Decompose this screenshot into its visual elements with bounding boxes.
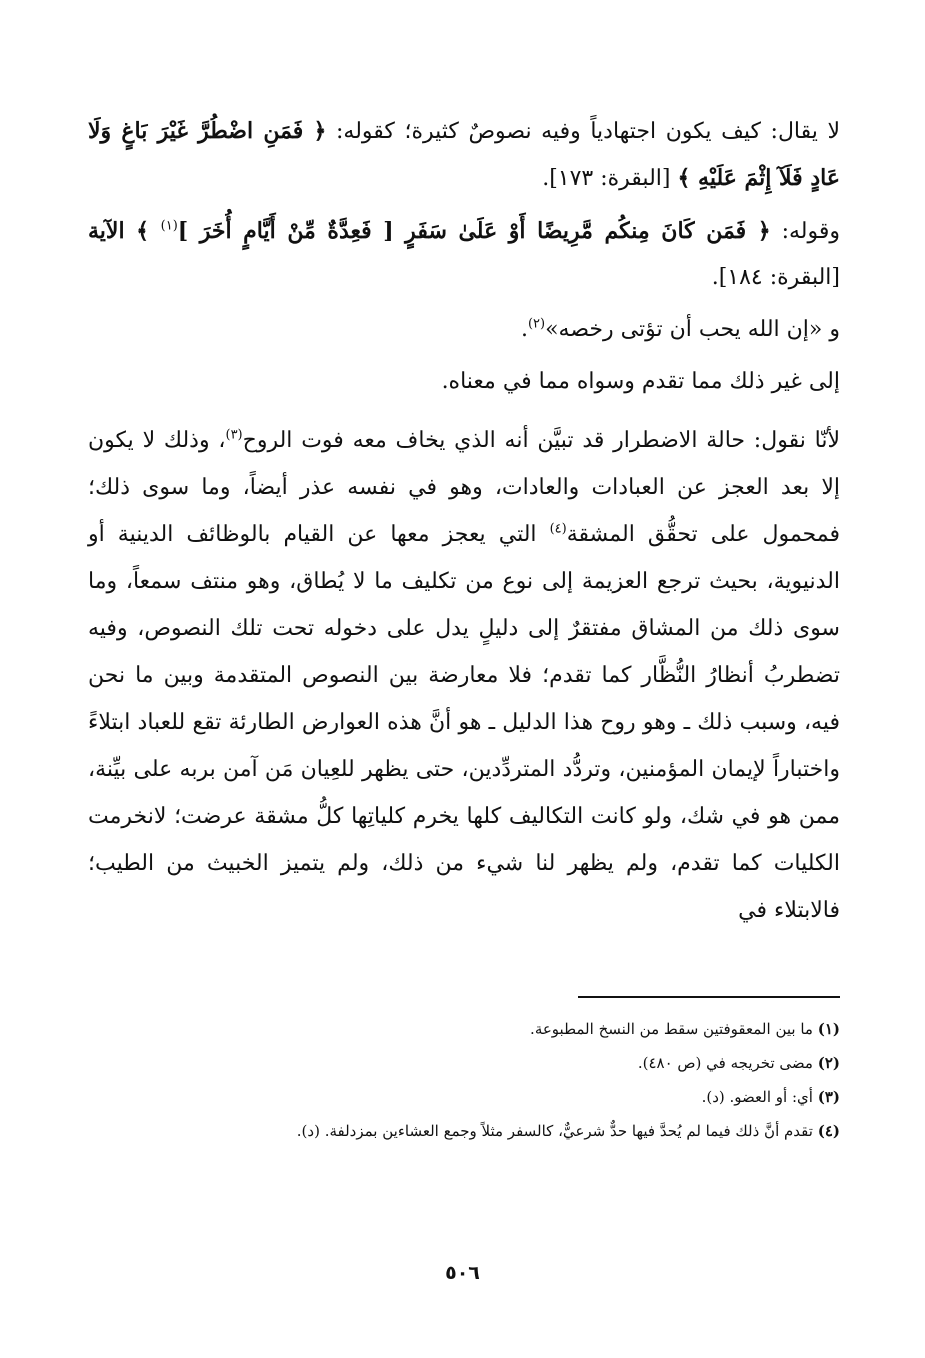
footnote-number: (١) xyxy=(817,1020,840,1038)
hadith-text: و «إن الله يحب أن تؤتى رخصه» xyxy=(545,317,840,342)
quran-verse-baqarah-173: ﴿ فَمَنِ اضْطُرَّ غَيْرَ بَاغٍ وَلَا عَادٍ فَلَآ إِثْمَ عَلَيْهِ ﴾ xyxy=(88,118,840,191)
objection-intro: لا يقال: كيف يكون اجتهادياً وفيه نصوصٌ كثيرة؛ كقوله: xyxy=(326,119,841,144)
objection-paragraph xyxy=(88,108,840,202)
footnote-text: ما بين المعقوفتين سقط من النسخ المطبوعة. xyxy=(530,1020,813,1038)
footnote-text: مضى تخريجه في (ص ٤٨٠). xyxy=(637,1054,813,1072)
verse-reference: [البقرة: ١٨٤]. xyxy=(711,265,840,290)
footnote-2 xyxy=(88,1048,840,1078)
quran-verse-baqarah-184: ﴿ فَمَن كَانَ مِنكُم مَّرِيضًا أَوْ عَلَىٰ سَفَرٍ [ فَعِدَّةٌ مِّنْ أَيَّامٍ أُخَرَ ] xyxy=(177,218,771,244)
verse-tail: ﴾ الآية xyxy=(88,218,161,244)
footnote-3 xyxy=(88,1082,840,1112)
answer-part-3: التي يعجز معها عن القيام بالوظائف الدينية أو الدنيوية، بحيث ترجع العزيمة إلى نوع من تكليف ما لا يُطاق، وهو منتف سمعاً، وما سوى ذلك من المشاق مفتقرٌ إلى دليلٍ يدل على دخوله تحت تلك النصوص، وفيه تضطربُ أنظارُ النُّظَّار كما تقدم؛ فلا معارضة بين النصوص المتقدمة وبين ما نحن فيه، وسبب ذلك ـ وهو روح هذا الدليل ـ هو أنَّ هذه العوارض الطارئة تقع للعباد ابتلاءً واختباراً لإيمان المؤمنين، وتردُّد المتردِّدين، حتى يظهر للعِيان مَن آمن بربه على بيِّنة، ممن هو في شك، ولو كانت التكاليف كلها يخرم كلياتِها كلُّ مشقة عرضت؛ لانخرمت الكليات كما تقدم، ولم يظهر لنا شيء من ذلك، ولم يتميز الخبيث من الطيب؛ فالابتلاء في xyxy=(88,522,840,923)
second-verse-intro: وقوله: xyxy=(770,219,840,244)
second-verse-paragraph xyxy=(88,208,840,301)
hadith-paragraph xyxy=(88,307,840,353)
footnote-marker-3: (٣) xyxy=(225,427,243,443)
footnotes xyxy=(88,1014,840,1150)
footnote-1 xyxy=(88,1014,840,1044)
footnote-text: أي: أو العضو. (د). xyxy=(701,1088,813,1106)
verse-reference: [البقرة: ١٧٣]. xyxy=(542,166,678,191)
main-text xyxy=(88,108,840,956)
answer-part-2: ، وذلك لا يكون إلا بعد العجز عن العبادات والعادات، وهو في نفسه عذر أيضاً، وما سوى ذلك؛ فمحمول على تحقُّق المشقة xyxy=(88,428,840,547)
answer-paragraph xyxy=(88,417,840,934)
page-number: ٥٠٦ xyxy=(445,1262,480,1284)
answer-part-1: لأنّا نقول: حالة الاضطرار قد تبيَّن أنه الذي يخاف معه فوت الروح xyxy=(242,428,840,453)
footnote-marker-1: (١) xyxy=(160,218,178,234)
footnote-number: (٤) xyxy=(817,1122,840,1140)
footnote-4 xyxy=(88,1116,840,1146)
hadith-end: . xyxy=(520,317,528,342)
other-text: إلى غير ذلك مما تقدم وسواه مما في معناه. xyxy=(441,369,840,394)
footnote-number: (٢) xyxy=(817,1054,840,1072)
footnote-marker-4: (٤) xyxy=(549,521,567,537)
footnote-number: (٣) xyxy=(817,1088,840,1106)
footnote-marker-2: (٢) xyxy=(527,316,546,332)
footnote-separator xyxy=(578,996,840,998)
other-paragraph xyxy=(88,359,840,405)
footnote-text: تقدم أنَّ ذلك فيما لم يُحدَّ فيها حدٌّ شرعيٌّ، كالسفر مثلاً وجمع العشاءين بمزدلفة. (د). xyxy=(296,1122,813,1140)
